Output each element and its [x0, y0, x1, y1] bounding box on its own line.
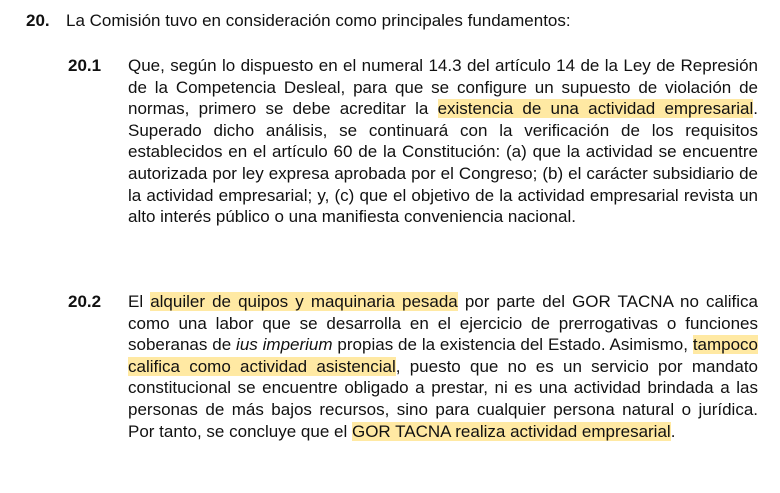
text-segment: El — [128, 292, 151, 311]
highlighted-text: alquiler de quipos y maquinaria pesada — [150, 292, 458, 311]
paragraph-number: 20.1 — [68, 56, 102, 75]
highlighted-text: tampoco califica como actividad asistencial — [128, 335, 759, 376]
highlighted-text: existencia de una actividad empresarial — [437, 99, 754, 119]
paragraph-text — [128, 55, 758, 228]
paragraph-number: 20.2 — [68, 292, 102, 311]
paragraph-20-2 — [68, 291, 758, 471]
paragraph-text — [128, 291, 758, 442]
text-segment: por parte del GOR TACNA no califica como una labor que se desarrolla en el ejercicio de prerrogativas o funciones soberanas de — [128, 292, 758, 355]
text-segment: . — [670, 421, 676, 441]
section-number: 20. — [26, 11, 50, 30]
text-segment: Que, según lo dispuesto en el numeral 14.3 del artículo 14 de la Ley de Represión de la Competencia Desleal, para que se configure un supuesto de violación de normas, primero se debe acreditar la — [128, 56, 758, 119]
highlighted-text: GOR TACNA realiza actividad empresarial — [351, 421, 671, 441]
text-segment: . Superado dicho análisis, se continuará con la verificación de los requisitos establecidos en el artículo 60 de la Constitución: (a) que la actividad se encuentre autorizada por ley expresa aprobada por el Congreso; (b) el carácter subsidiario de la actividad empresarial; y, (c) que el objetivo de la actividad empresarial revista un alto interés público o una manifiesta conveniencia nacional. — [128, 99, 758, 227]
text-segment: propias de la existencia del Estado. Asimismo, — [332, 335, 693, 355]
paragraph-20-1 — [68, 55, 758, 270]
section-heading — [26, 10, 571, 32]
italic-term: ius imperium — [236, 335, 333, 355]
section-heading-text: La Comisión tuvo en consideración como principales fundamentos: — [66, 11, 571, 30]
text-segment: , puesto que no es un servicio por mandato constitucional se encuentre obligado a prestar, ni es una actividad brindada a las personas de más bajos recursos, sino para cualquier persona natural o jurídica. Por tanto, se concluye que el — [128, 356, 758, 441]
